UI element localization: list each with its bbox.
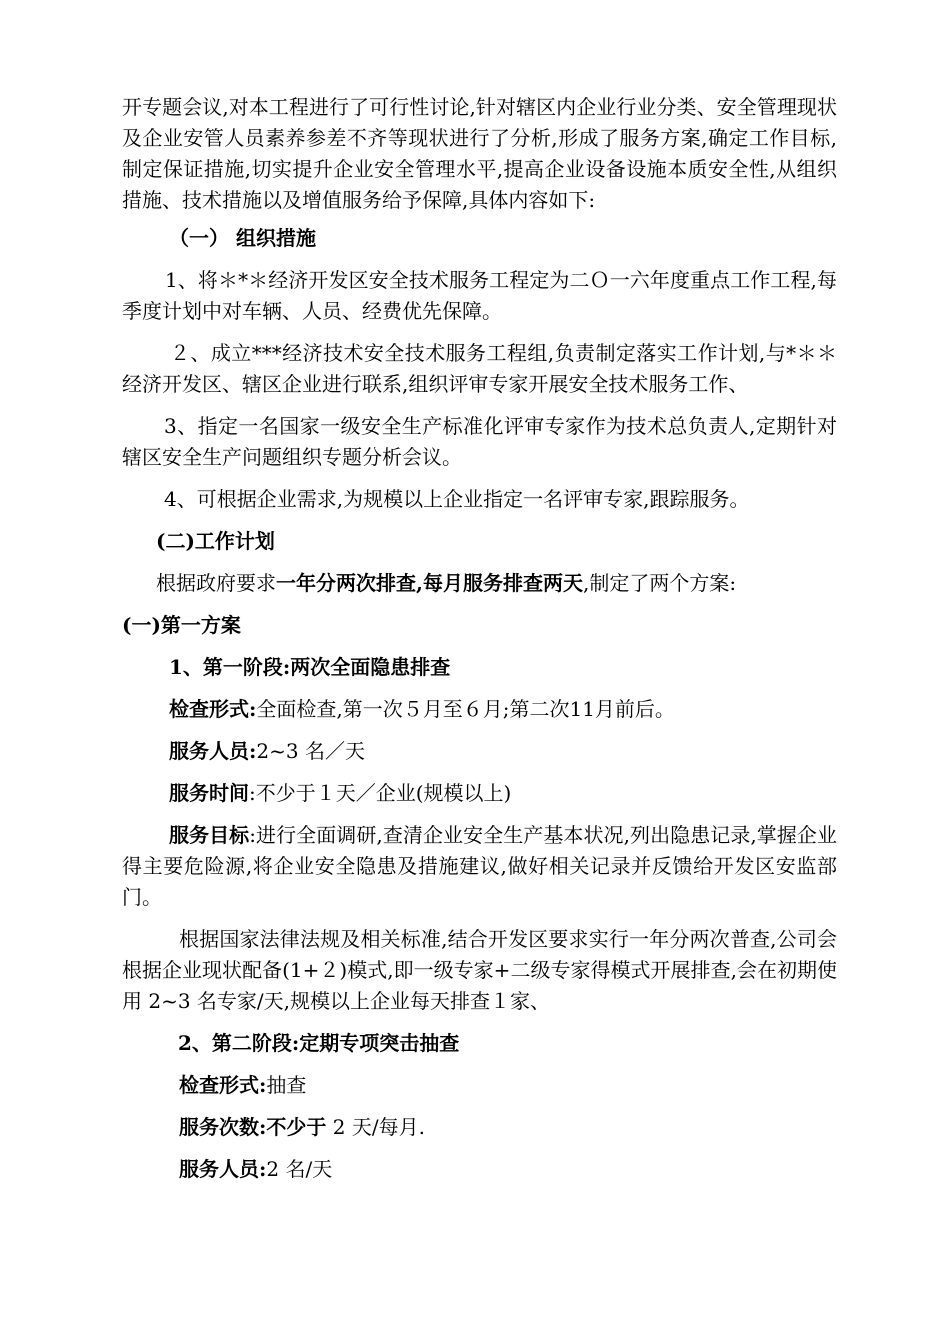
org-item-4: 4、可根据企业需求,为规模以上企业指定一名评审专家,跟踪服务。 bbox=[164, 487, 750, 511]
stage1-goal bbox=[122, 820, 837, 913]
stage1-note: 根据国家法律法规及相关标准,结合开发区要求实行一年分两次普查,公司会根据企业现状配备(1+２)模式,即一级专家+二级专家得模式开展排查,会在初期使用 2~3 名专家/天,规模以上企业每天排查１家、 bbox=[122, 927, 837, 1013]
stage1-time bbox=[122, 778, 837, 809]
stage1-check bbox=[122, 694, 837, 725]
stage1-check-value: 全面检查,第一次５月至６月;第二次11月前后。 bbox=[256, 697, 675, 721]
scheme-one-title: (一)第一方案 bbox=[122, 613, 241, 637]
plan-intro-suffix: ,制定了两个方案: bbox=[582, 571, 737, 595]
section-plan-title: (二)工作计划 bbox=[156, 529, 275, 553]
stage2-title: 2、第二阶段:定期专项突击抽查 bbox=[178, 1031, 460, 1055]
stage1-goal-value: :进行全面调研,查清企业安全生产基本状况,列出隐患记录,掌握企业得主要危险源,将企业安全隐患及措施建议,做好相关记录并反馈给开发区安监部门。 bbox=[122, 823, 837, 909]
stage2-staff-label: 服务人员: bbox=[179, 1157, 267, 1181]
stage1-staff bbox=[122, 736, 837, 767]
stage2-staff-value: 2 名/天 bbox=[266, 1157, 333, 1181]
intro-paragraph: 开专题会议,对本工程进行了可行性讨论,针对辖区内企业行业分类、安全管理现状及企业安管人员素养参差不齐等现状进行了分析,形成了服务方案,确定工作目标,制定保证措施,切实提升企业安全管理水平,提高企业设备设施本质安全性,从组织措施、技术措施以及增值服务给予保障,具体内容如下: bbox=[122, 95, 837, 212]
stage2-check bbox=[122, 1070, 837, 1101]
stage1-time-label: 服务时间 bbox=[169, 781, 249, 805]
stage2-times-value: 2 天/每月. bbox=[326, 1115, 425, 1139]
stage1-time-value: :不少于１天／企业(规模以上) bbox=[249, 781, 512, 805]
org-item-3: 3、指定一名国家一级安全生产标准化评审专家作为技术总负责人,定期针对辖区安全生产问题组织专题分析会议。 bbox=[122, 414, 837, 469]
plan-intro bbox=[122, 568, 837, 599]
stage2-check-label: 检查形式: bbox=[179, 1073, 267, 1097]
plan-intro-prefix: 根据政府要求 bbox=[156, 571, 276, 595]
org-item-1: 1、将＊*＊经济开发区安全技术服务工程定为二Ｏ一六年度重点工作工程,每季度计划中对车辆、人员、经费优先保障。 bbox=[122, 268, 837, 323]
stage2-times-label: 服务次数:不少于 bbox=[179, 1115, 327, 1139]
stage2-check-value: 抽查 bbox=[266, 1073, 307, 1097]
stage1-staff-label: 服务人员: bbox=[169, 739, 257, 763]
document-page bbox=[122, 92, 837, 1196]
stage1-title: 1、第一阶段:两次全面隐患排查 bbox=[169, 655, 451, 679]
section-organization-title: （一） 组织措施 bbox=[169, 226, 316, 250]
stage1-staff-value: 2~3 名／天 bbox=[256, 739, 365, 763]
stage1-goal-label: 服务目标 bbox=[169, 823, 250, 847]
stage2-times bbox=[122, 1112, 837, 1143]
org-item-2: ２、成立***经济技术安全技术服务工程组,负责制定落实工作计划,与*＊＊经济开发区、辖区企业进行联系,组织评审专家开展安全技术服务工作、 bbox=[122, 341, 837, 396]
stage1-check-label: 检查形式: bbox=[169, 697, 257, 721]
stage2-staff bbox=[122, 1154, 837, 1185]
plan-intro-bold: 一年分两次排查,每月服务排查两天 bbox=[276, 571, 583, 595]
